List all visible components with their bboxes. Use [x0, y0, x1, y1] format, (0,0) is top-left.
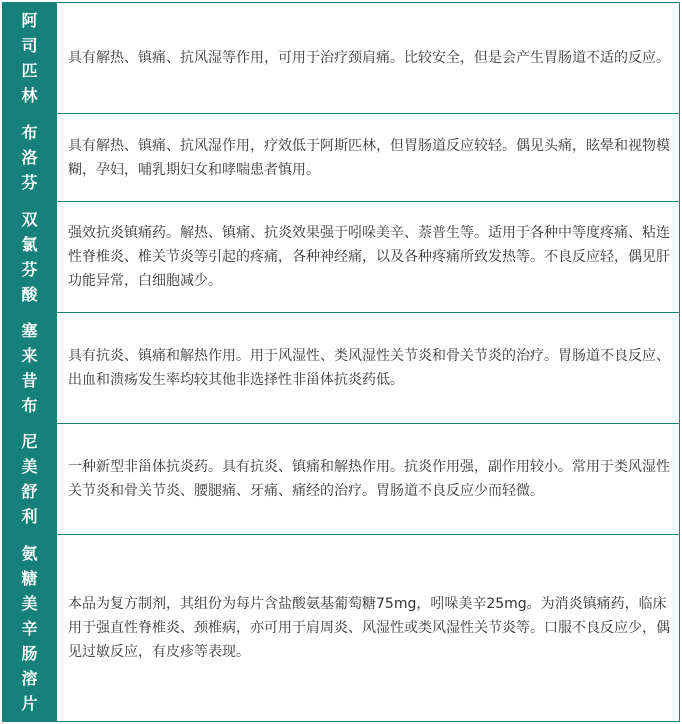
name-char: 利 [21, 507, 38, 526]
name-char: 氯 [21, 235, 38, 254]
table-row [3, 535, 679, 721]
name-char: 洛 [21, 148, 38, 167]
name-char: 阿 [21, 11, 38, 30]
description-text: 强效抗炎镇痛药。解热、镇痛、抗炎效果强于吲哚美辛、萘普生等。适用于各种中等度疼痛、粘连性脊椎炎、椎关节炎等引起的疼痛，各种神经痛，以及各种疼痛所致发热等。不良反应轻，偶见肝功能异常，白细胞减少。 [68, 225, 670, 289]
name-char: 布 [21, 396, 38, 415]
name-char: 林 [21, 86, 38, 105]
description-text: 具有解热、镇痛、抗风湿作用，疗效低于阿斯匹林，但胃肠道反应较轻。偶见头痛，眩晕和视物模糊，孕妇，哺乳期妇女和哮喘患者慎用。 [68, 137, 670, 178]
drug-name [3, 114, 56, 201]
table-row [3, 313, 679, 424]
name-char: 片 [21, 693, 38, 713]
drug-description [56, 535, 679, 721]
name-char: 舒 [21, 482, 38, 501]
name-char: 尼 [21, 432, 38, 451]
drug-name [3, 3, 56, 113]
table-row [3, 424, 679, 535]
name-char: 芬 [21, 260, 38, 279]
name-char: 美 [21, 457, 38, 476]
name-char: 司 [21, 36, 38, 55]
name-char: 美 [21, 593, 38, 613]
name-char: 酸 [21, 285, 38, 304]
name-char: 双 [21, 210, 38, 229]
drug-description [56, 3, 679, 113]
name-char: 糖 [21, 568, 38, 588]
drug-description [56, 202, 679, 312]
name-char: 氨 [21, 543, 38, 563]
drug-name [3, 313, 56, 423]
table-row [3, 202, 679, 313]
name-char: 溶 [21, 668, 38, 688]
description-text: 本品为复方制剂，其组份为每片含盐酸氨基葡萄糖75mg，吲哚美辛25mg。为消炎镇痛药，临床用于强直性脊椎炎、颈椎病，亦可用于肩周炎、风湿性或类风湿性关节炎等。口服不良反应少，偶见过敏反应，有皮疹等表现。 [68, 596, 670, 660]
description-text: 具有抗炎、镇痛和解热作用。用于风湿性、类风湿性关节炎和骨关节炎的治疗。胃肠道不良反应、出血和溃疡发生率均较其他非选择性非甾体抗炎药低。 [68, 348, 670, 388]
description-text: 具有解热、镇痛、抗风湿等作用，可用于治疗颈肩痛。比较安全，但是会产生胃肠道不适的反应。 [68, 50, 670, 66]
name-char: 芬 [21, 173, 38, 192]
name-char: 来 [21, 346, 38, 365]
drug-table [2, 2, 680, 722]
name-char: 匹 [21, 61, 38, 80]
drug-name [3, 202, 56, 312]
name-char: 肠 [21, 643, 38, 663]
name-char: 辛 [21, 618, 38, 638]
name-char: 塞 [21, 321, 38, 340]
name-char: 昔 [21, 371, 38, 390]
drug-description [56, 424, 679, 534]
table-row [3, 114, 679, 202]
drug-description [56, 114, 679, 201]
table-row [3, 3, 679, 114]
drug-name [3, 424, 56, 534]
description-text: 一种新型非甾体抗炎药。具有抗炎、镇痛和解热作用。抗炎作用强，副作用较小。常用于类风湿性关节炎和骨关节炎、腰腿痛、牙痛、痛经的治疗。胃肠道不良反应少而轻微。 [68, 459, 670, 499]
name-char: 布 [21, 123, 38, 142]
drug-name [3, 535, 56, 721]
drug-description [56, 313, 679, 423]
